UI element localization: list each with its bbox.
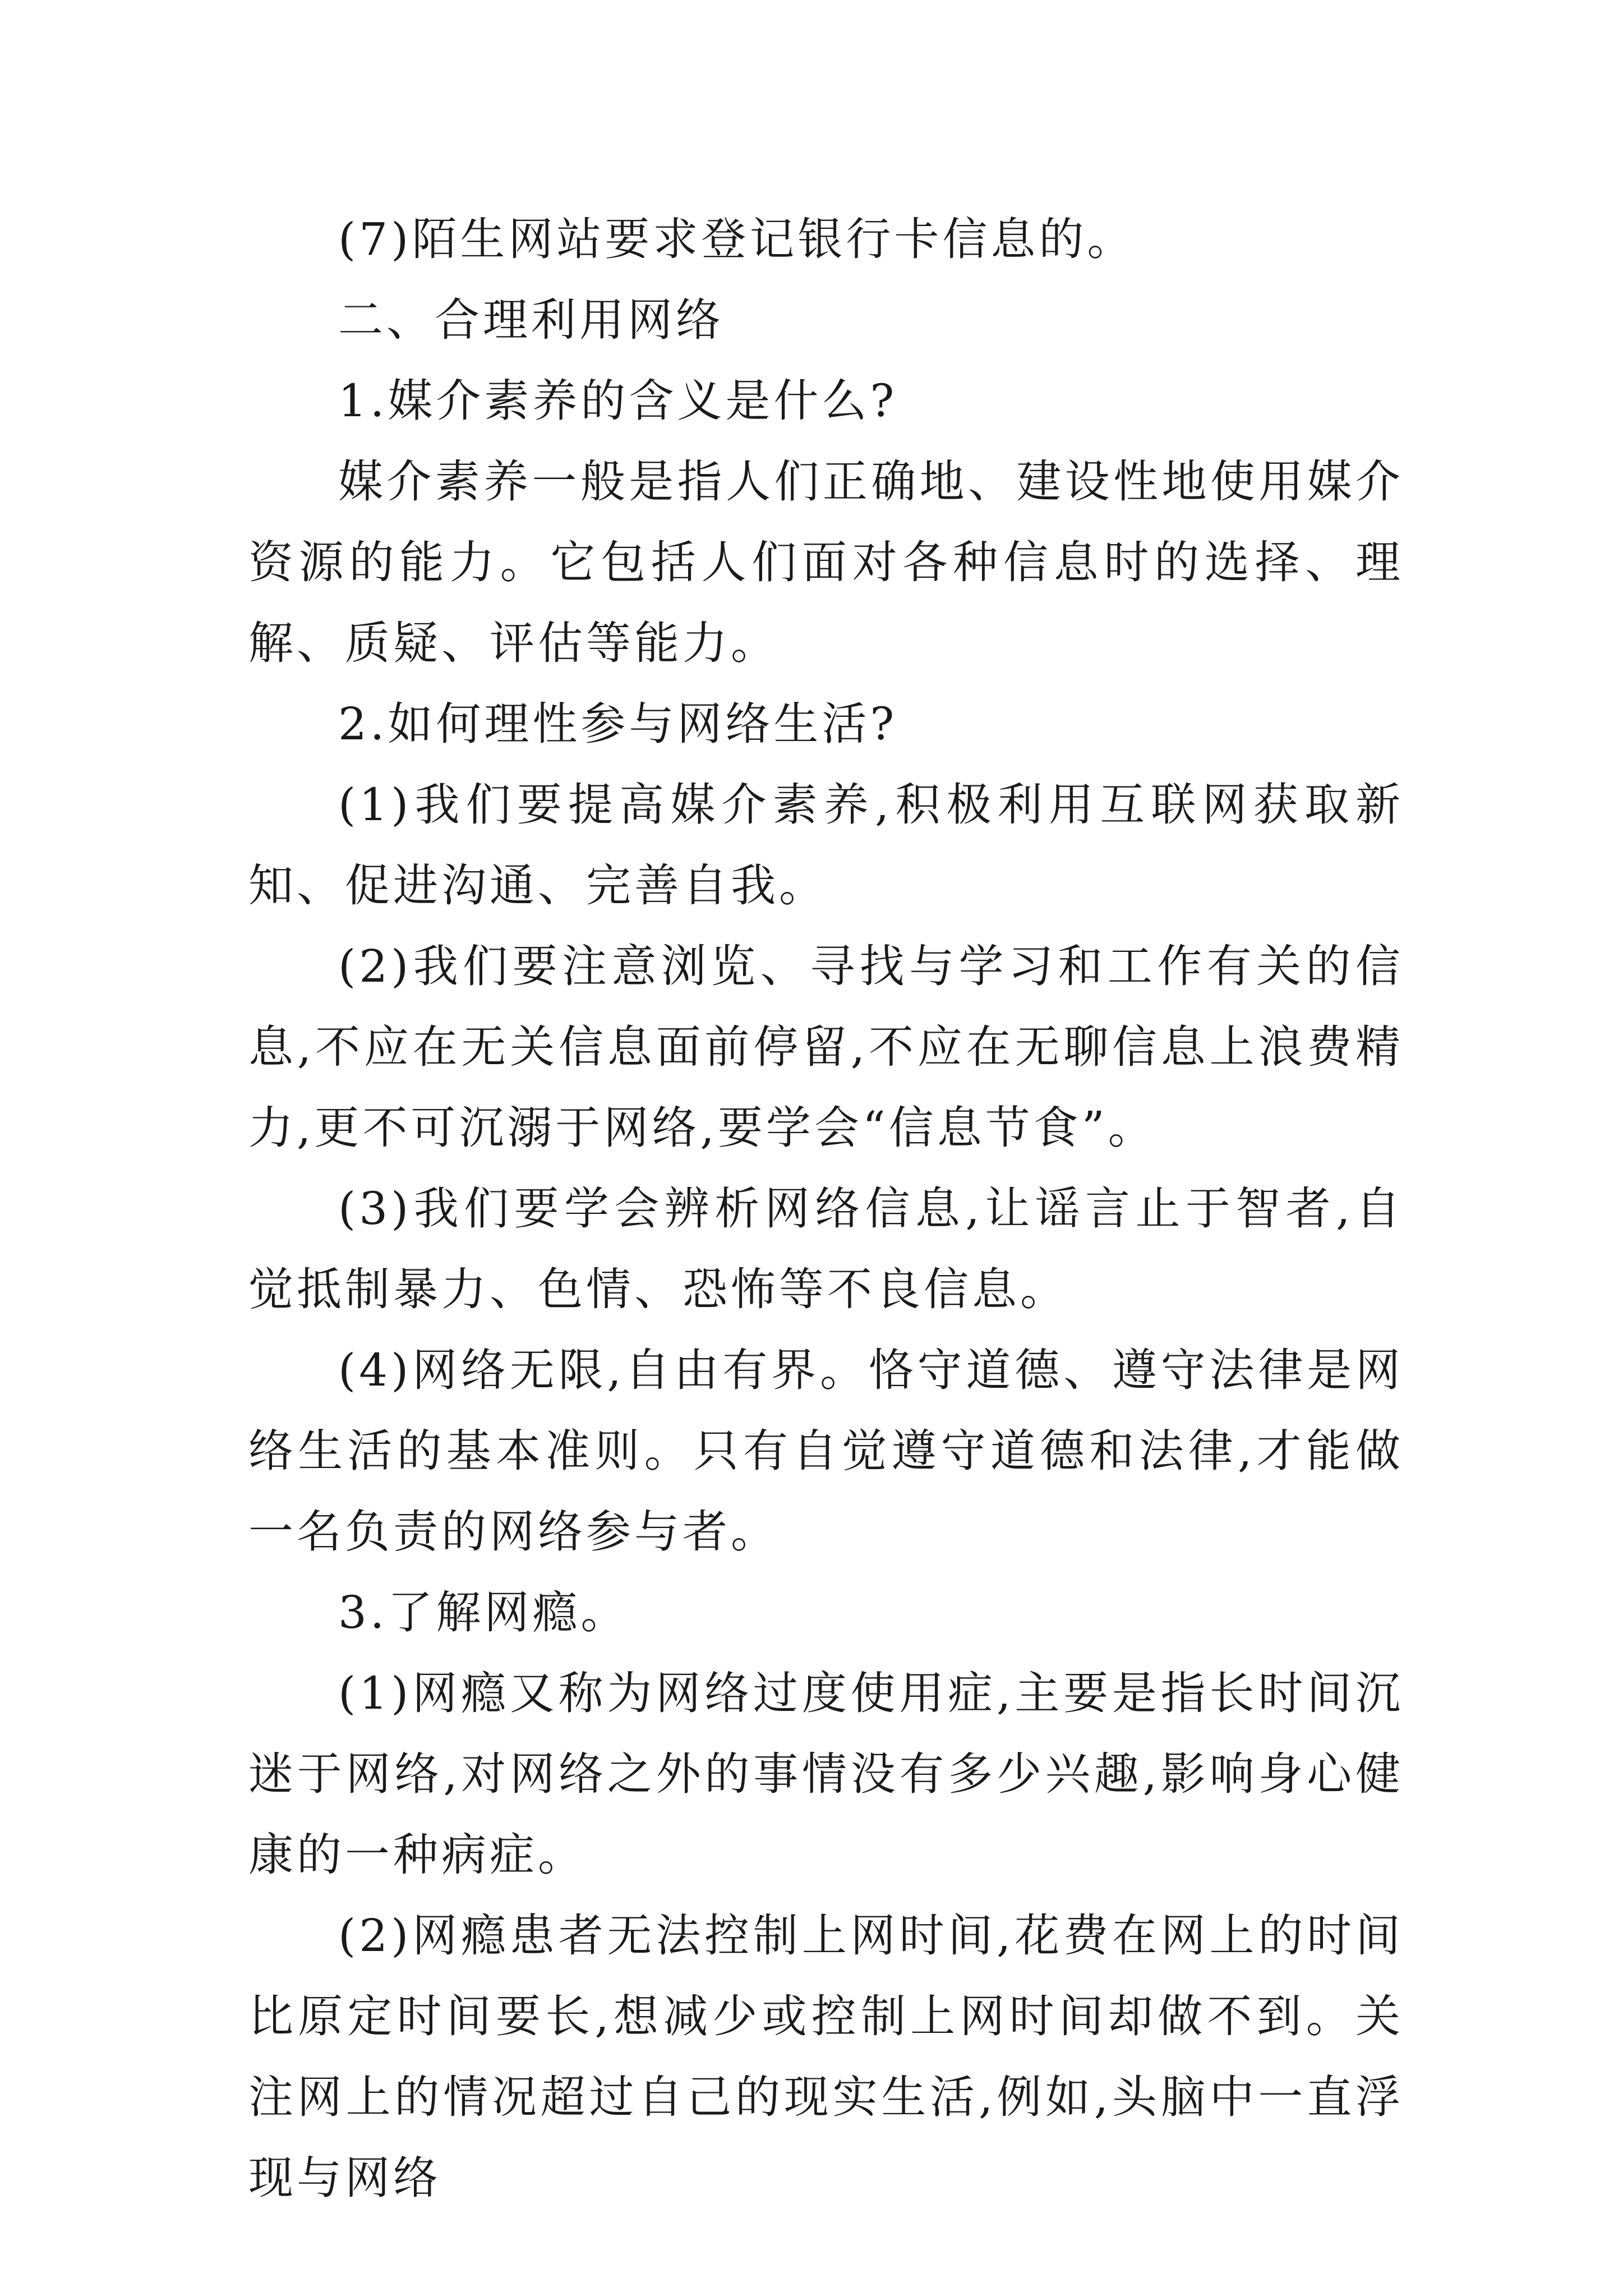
paragraph-item-7: (7)陌生网站要求登记银行卡信息的。: [338, 213, 1136, 265]
paragraph-point-4: (4)网络无限,自由有界。恪守道德、遵守法律是网络生活的基本准则。只有自觉遵守道德和法律,才能做一名负责的网络参与者。: [248, 1344, 1404, 1558]
question-heading-2: 2.如何理性参与网络生活?: [338, 698, 898, 750]
paragraph-media-literacy-definition: 媒介素养一般是指人们正确地、建设性地使用媒介资源的能力。它包括人们面对各种信息时的选择、理解、质疑、评估等能力。: [248, 455, 1404, 669]
paragraph-internet-addiction-2: (2)网瘾患者无法控制上网时间,花费在网上的时间比原定时间要长,想减少或控制上网时间却做不到。关注网上的情况超过自己的现实生活,例如,头脑中一直浮现与网络: [248, 1910, 1404, 2204]
paragraph-point-2: (2)我们要注意浏览、寻找与学习和工作有关的信息,不应在无关信息面前停留,不应在无聊信息上浪费精力,更不可沉溺于网络,要学会“信息节食”。: [248, 940, 1404, 1154]
paragraph-point-1: (1)我们要提高媒介素养,积极利用互联网获取新知、促进沟通、完善自我。: [248, 779, 1404, 912]
question-heading-3: 3.了解网瘾。: [338, 1586, 629, 1639]
question-heading-1: 1.媒介素养的含义是什么?: [338, 375, 898, 427]
section-heading-2: 二、合理利用网络: [338, 294, 724, 346]
paragraph-internet-addiction-1: (1)网瘾又称为网络过度使用症,主要是指长时间沉迷于网络,对网络之外的事情没有多少兴趣,影响身心健康的一种病症。: [248, 1667, 1404, 1881]
document-body: [248, 199, 1404, 2219]
paragraph-point-3: (3)我们要学会辨析网络信息,让谣言止于智者,自觉抵制暴力、色情、恐怖等不良信息。: [248, 1182, 1404, 1315]
